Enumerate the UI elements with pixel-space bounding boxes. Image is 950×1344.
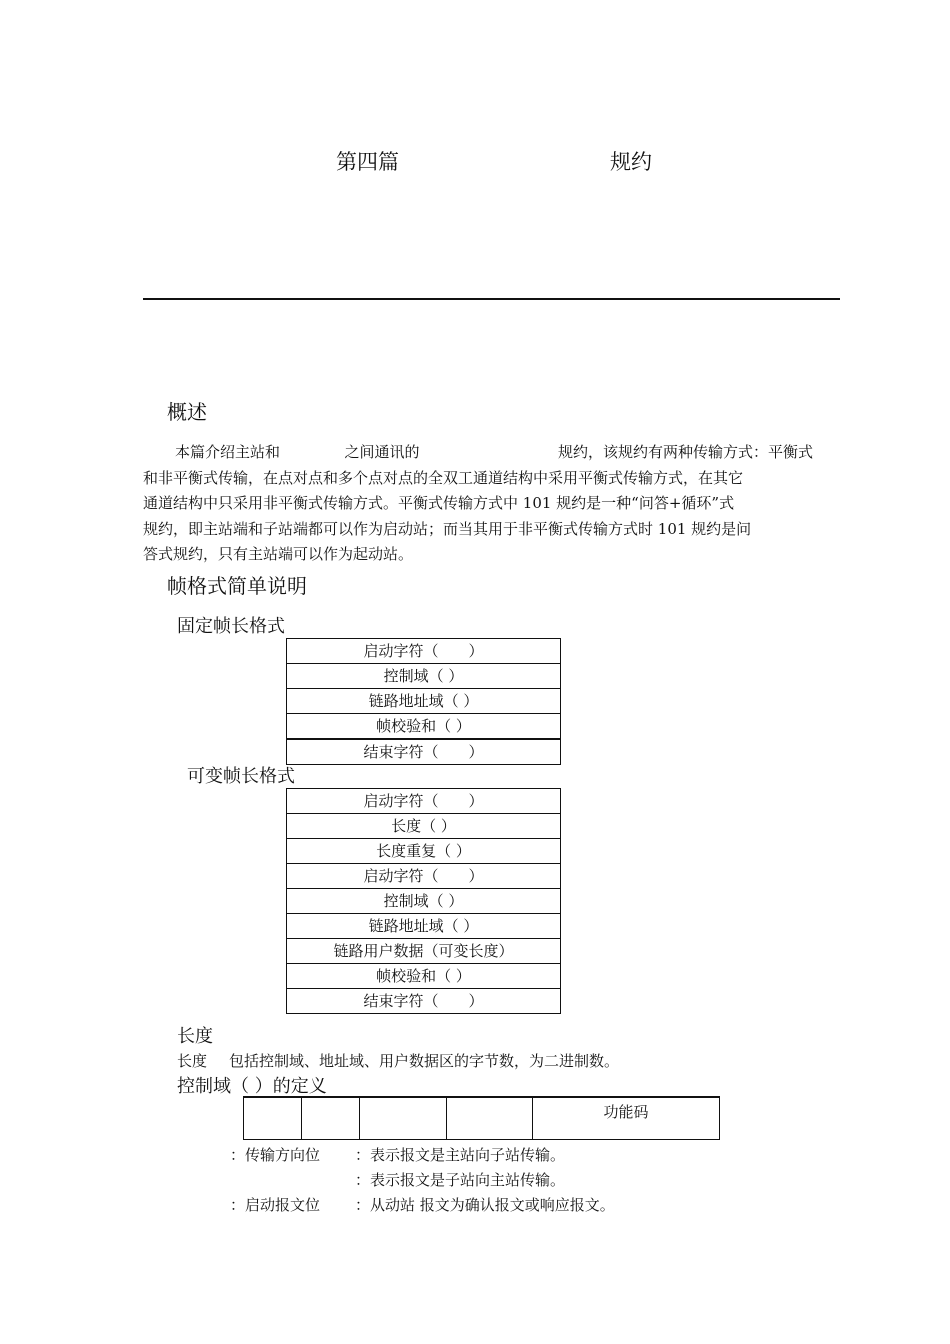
variable-frame-cell: 链路用户数据（可变长度） <box>287 939 561 964</box>
paragraph-fragment: 规约，该规约有两种传输方式：平衡式 <box>557 443 813 461</box>
fixed-frame-cell: 控制域（ ） <box>287 664 561 689</box>
variable-frame-cell: 控制域（ ） <box>287 889 561 914</box>
fixed-frame-cell: 帧校验和（ ） <box>287 714 561 740</box>
def-text: 表示报文是子站向主站传输。 <box>370 1171 566 1189</box>
def-text: 从动站 报文为确认报文或响应报文。 <box>370 1196 615 1214</box>
fixed-frame-cell: 结束字符（ ） <box>287 739 561 765</box>
chapter-title-right: 规约 <box>610 150 652 174</box>
overview-heading: 概述 <box>167 400 207 424</box>
def-name: 启动报文位 <box>245 1196 321 1214</box>
paragraph-line <box>143 491 813 517</box>
def-marker: ： <box>230 1146 246 1164</box>
def-separator: ： <box>355 1146 371 1164</box>
paragraph-fragment: 本篇介绍主站和 <box>175 443 281 461</box>
variable-frame-cell: 结束字符（ ） <box>287 989 561 1014</box>
title-divider <box>143 298 840 300</box>
paragraph-line <box>143 466 813 492</box>
function-code-cell: 功能码 <box>533 1097 720 1140</box>
control-field-heading: 控制域（ ）的定义 <box>177 1076 327 1097</box>
variable-frame-table <box>286 788 561 1014</box>
def-text: 表示报文是主站向子站传输。 <box>370 1146 566 1164</box>
paragraph-fragment: 答式规约，只有主站端可以作为起动站。 <box>143 545 414 563</box>
frame-format-heading: 帧格式简单说明 <box>167 574 307 598</box>
length-description: 包括控制域、地址域、用户数据区的字节数，为二进制数。 <box>229 1052 620 1070</box>
def-name: 传输方向位 <box>245 1146 321 1164</box>
fixed-frame-label: 固定帧长格式 <box>177 616 285 637</box>
paragraph-line <box>143 517 813 543</box>
control-field-table <box>243 1096 720 1140</box>
fixed-frame-table <box>286 638 561 765</box>
control-bit-cell <box>302 1097 360 1140</box>
paragraph-line <box>143 542 813 568</box>
paragraph-fragment: 规约，即主站端和子站端都可以作为启动站；而当其用于非平衡式传输方式时 101 规约是问 <box>143 519 752 538</box>
paragraph-fragment: 和非平衡式传输，在点对点和多个点对点的全双工通道结构中采用平衡式传输方式，在其它 <box>143 468 744 487</box>
variable-frame-cell: 启动字符（ ） <box>287 789 561 814</box>
variable-frame-cell: 帧校验和（ ） <box>287 964 561 989</box>
length-heading: 长度 <box>177 1026 213 1047</box>
variable-frame-label: 可变帧长格式 <box>187 766 295 787</box>
chapter-title-left: 第四篇 <box>336 150 399 174</box>
overview-paragraph <box>143 440 813 568</box>
fixed-frame-cell: 链路地址域（ ） <box>287 689 561 714</box>
control-bit-cell <box>360 1097 447 1140</box>
paragraph-fragment: 之间通讯的 <box>344 443 420 461</box>
fixed-frame-cell: 启动字符（ ） <box>287 639 561 664</box>
control-bit-cell <box>244 1097 302 1140</box>
def-separator: ： <box>355 1196 371 1214</box>
def-separator: ： <box>355 1171 371 1189</box>
control-bit-cell <box>447 1097 533 1140</box>
variable-frame-cell: 链路地址域（ ） <box>287 914 561 939</box>
variable-frame-cell: 启动字符（ ） <box>287 864 561 889</box>
paragraph-line <box>143 440 813 466</box>
paragraph-fragment: 通道结构中只采用非平衡式传输方式。平衡式传输方式中 101 规约是一种“问答+循环”式 <box>143 494 735 512</box>
variable-frame-cell: 长度（ ） <box>287 814 561 839</box>
variable-frame-cell: 长度重复（ ） <box>287 839 561 864</box>
def-marker: ： <box>230 1196 246 1214</box>
length-term: 长度 <box>177 1052 208 1070</box>
